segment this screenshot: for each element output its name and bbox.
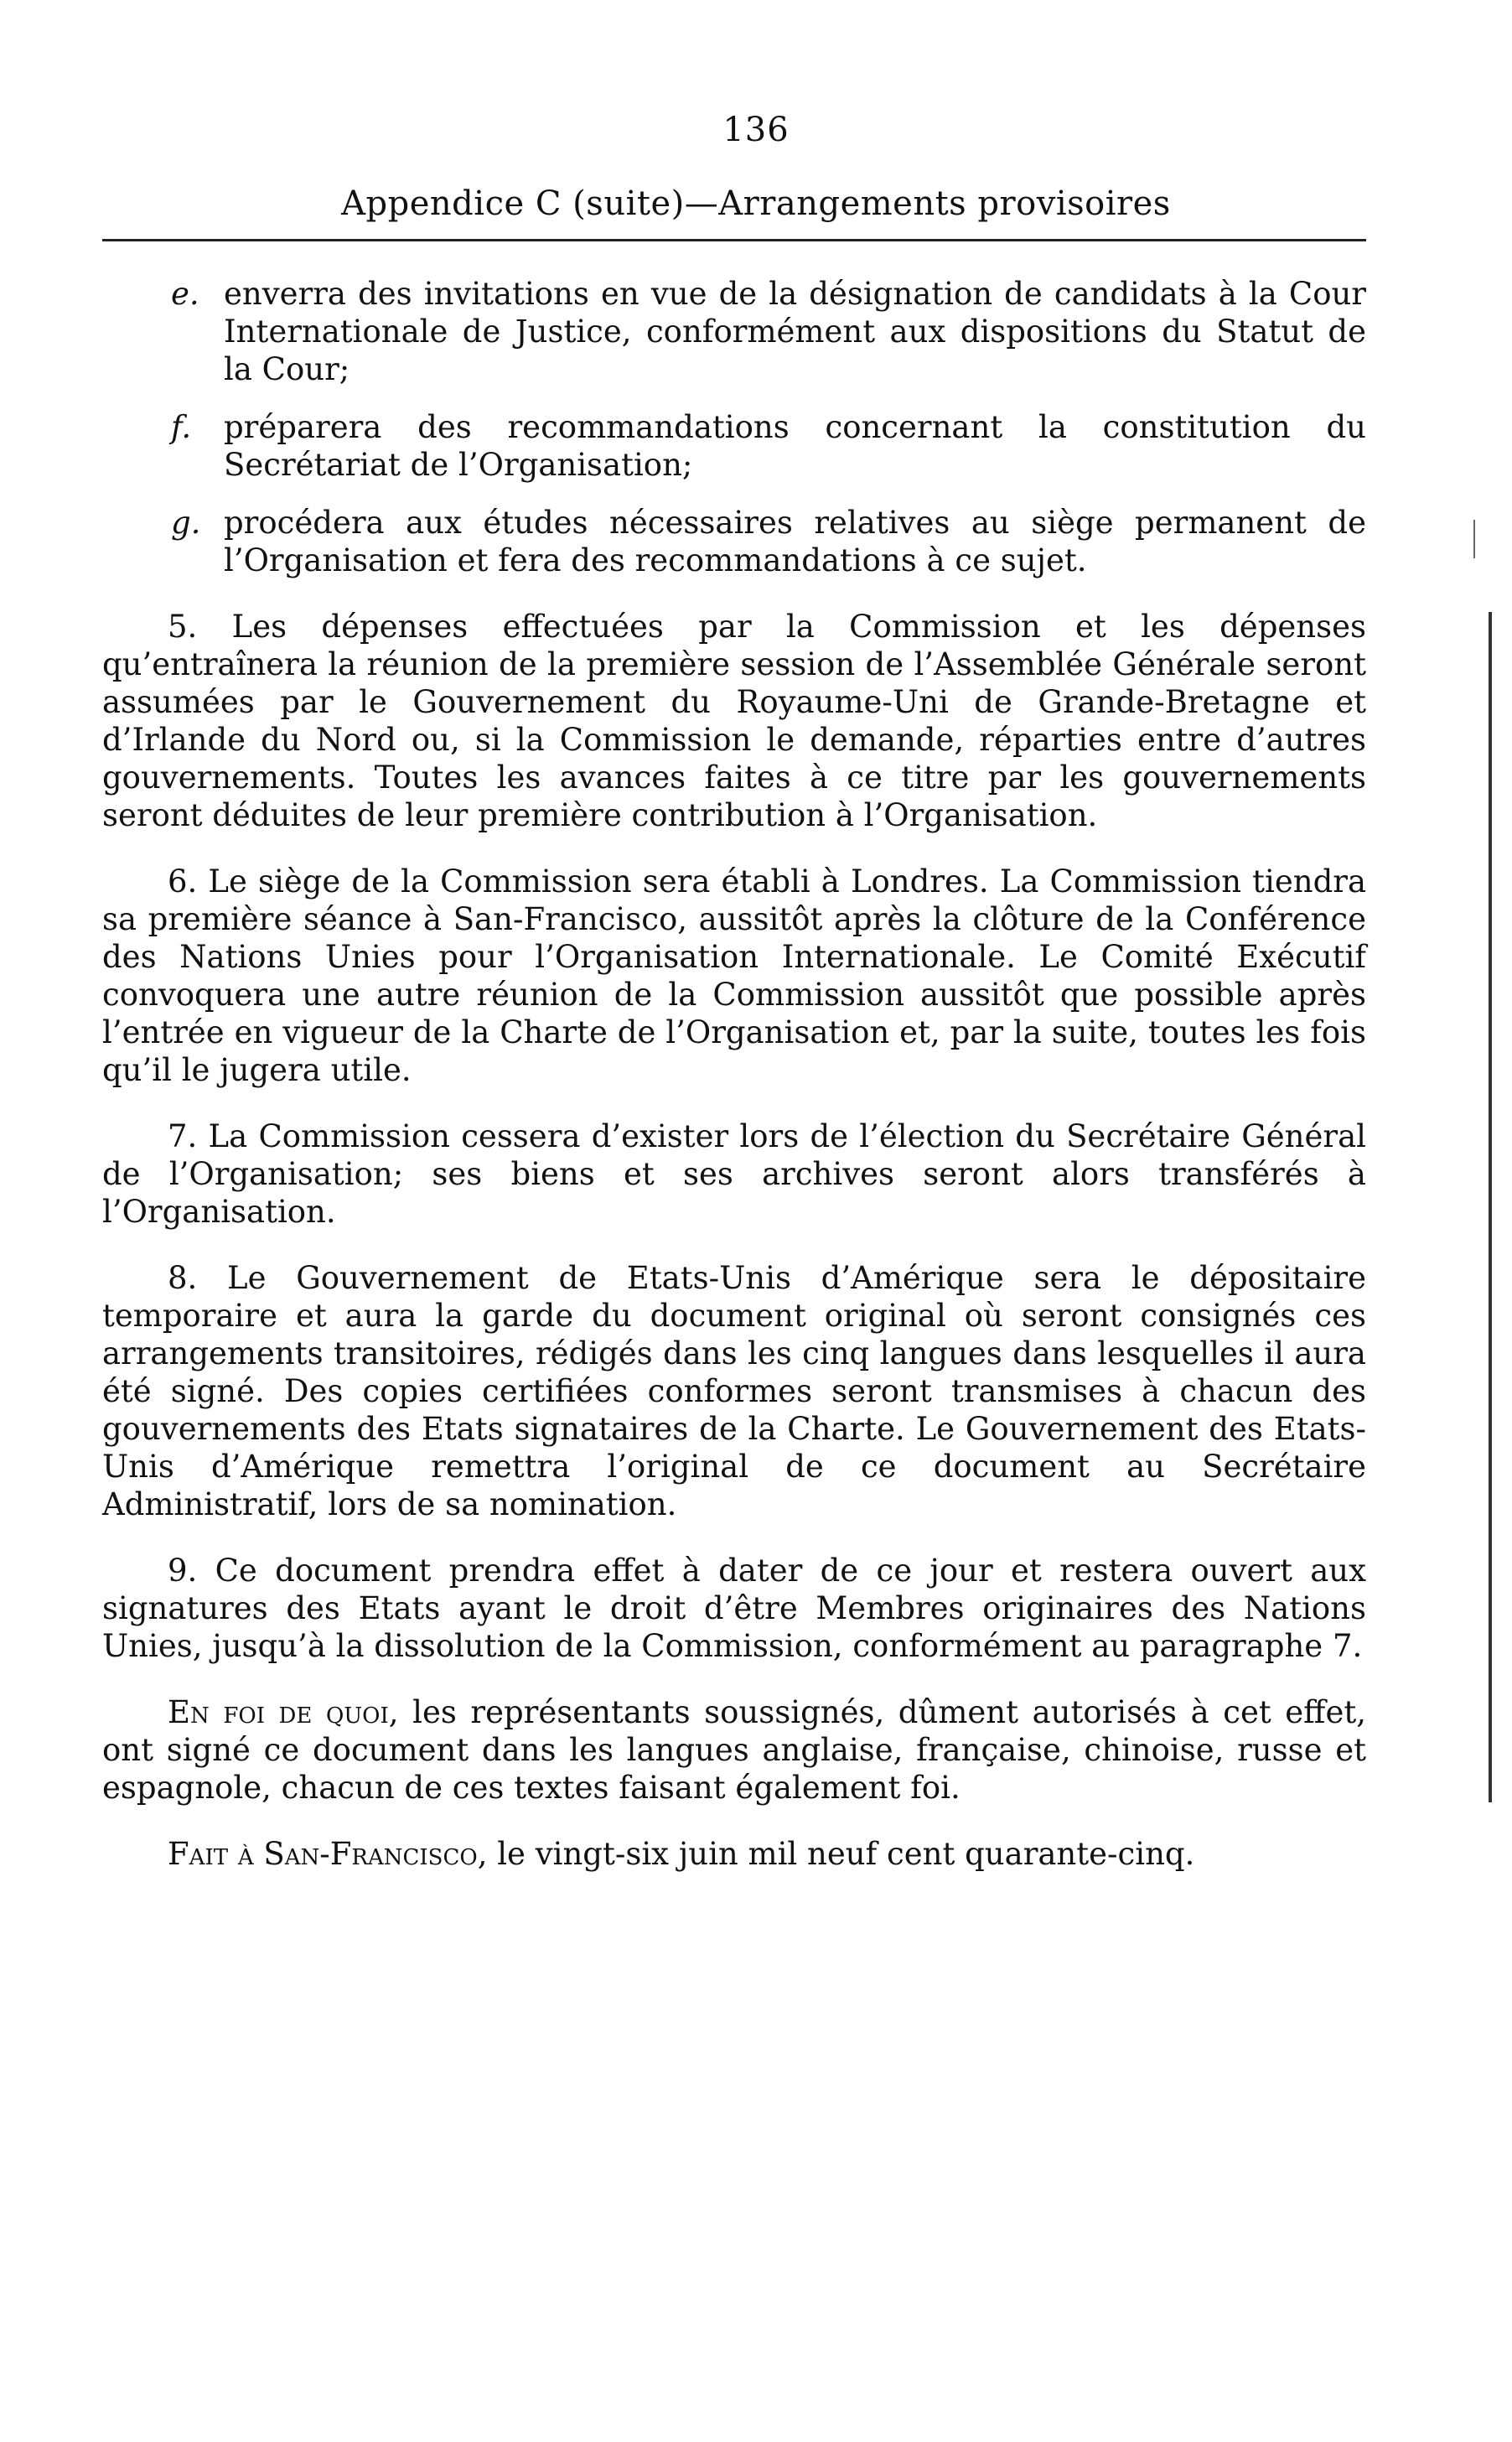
item-text: enverra des invitations en vue de la désignation de candidats à la Cour Internationale de Justice, conformément aux dispositions du Statut de la Cour; <box>224 276 1366 387</box>
list-item-e <box>102 275 1366 388</box>
attestation-clause <box>102 1693 1366 1807</box>
closing-lead: Fait à San-Francisco <box>168 1836 478 1872</box>
item-text: préparera des recommandations concernant la constitution du Secrétariat de l’Organisation; <box>224 409 1366 483</box>
paragraph-5: 5. Les dépenses effectuées par la Commission et les dépenses qu’entraînera la réunion de la première session de l’Assemblée Générale seront assumées par le Gouvernement du Royaume-Uni de Grande-Bretagne et d’Irlande du Nord ou, si la Commission le demande, réparties entre d’autres gouvernements. Toutes les avances faites à ce titre par les gouvernements seront déduites de leur première contribution à l’Organisation. <box>102 609 1366 833</box>
item-text: procédera aux études nécessaires relatives au siège permanent de l’Organisation et fera des recommandations à ce sujet. <box>224 505 1366 578</box>
closing-text: , le vingt-six juin mil neuf cent quarante-cinq. <box>477 1836 1195 1872</box>
running-head: Appendice C (suite)—Arrangements provisoires <box>341 184 1171 223</box>
body-text <box>102 275 1366 1893</box>
page-number: 136 <box>722 111 790 149</box>
item-marker: f. <box>171 409 192 445</box>
attestation-text: , les représentants soussignés, dûment autorisés à cet effet, ont signé ce document dans les langues anglaise, française, chinoise, russe et espagnole, chacun de ces textes faisant également foi. <box>102 1694 1366 1806</box>
header-rule <box>102 239 1366 241</box>
closing-line <box>102 1835 1366 1873</box>
list-item-f <box>102 408 1366 484</box>
paragraph-6: 6. Le siège de la Commission sera établi à Londres. La Commission tiendra sa première séance à San-Francisco, aussitôt après la clôture de la Conférence des Nations Unies pour l’Organisation Internationale. Le Comité Exécutif convoquera une autre réunion de la Commission aussitôt que possible après l’entrée en vigueur de la Charte de l’Organisation et, par la suite, toutes les fois qu’il le jugera utile. <box>102 863 1366 1088</box>
list-item-g <box>102 504 1366 579</box>
binding-edge-line <box>1489 612 1492 1802</box>
paragraph-9: 9. Ce document prendra effet à dater de ce jour et restera ouvert aux signatures des Etats ayant le droit d’être Membres originaires des Nations Unies, jusqu’à la dissolution de la Commission, conformément au paragraphe 7. <box>102 1553 1366 1664</box>
item-marker: g. <box>171 505 201 541</box>
paragraph-8: 8. Le Gouvernement de Etats-Unis d’Amérique sera le dépositaire temporaire et aura la garde du document original où seront consignés ces arrangements transitoires, rédigés dans les cinq langues dans lesquelles il aura été signé. Des copies certifiées conformes seront transmises à chacun des gouvernements des Etats signataires de la Charte. Le Gouvernement des Etats-Unis d’Amérique remettra l’original de ce document au Secrétaire Administratif, lors de sa nomination. <box>102 1260 1366 1522</box>
margin-mark <box>1473 520 1475 558</box>
paragraph-7: 7. La Commission cessera d’exister lors de l’élection du Secrétaire Général de l’Organisation; ses biens et ses archives seront alors transférés à l’Organisation. <box>102 1118 1366 1230</box>
item-marker: e. <box>171 276 199 312</box>
attestation-lead: En foi de quoi <box>168 1694 389 1730</box>
